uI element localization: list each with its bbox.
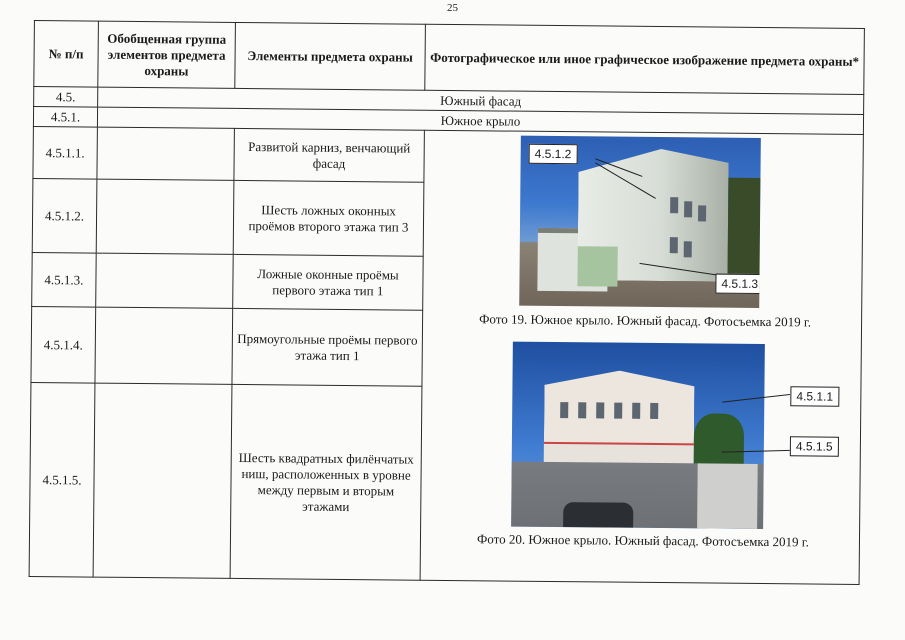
callout-4-5-1-2: 4.5.1.2 <box>529 144 578 164</box>
photo-cell <box>420 130 863 584</box>
row-element: Развитой карниз, венчающий фасад <box>234 128 424 182</box>
subsection-num: 4.5.1. <box>33 107 97 128</box>
row-element: Прямоугольные проёмы первого этажа тип 1 <box>232 308 423 386</box>
header-row <box>34 21 865 95</box>
section-num: 4.5. <box>34 87 98 108</box>
callout-4-5-1-5: 4.5.1.5 <box>790 436 839 456</box>
document-body <box>28 14 874 602</box>
row-element: Шесть квадратных филёнчатых ниш, расположенных в уровне между первым и вторым этажами <box>230 384 422 580</box>
header-image: Фотографическое или иное графическое изображение предмета охраны* <box>425 24 865 94</box>
row-group <box>96 179 234 254</box>
row-num: 4.5.1.3. <box>32 252 97 307</box>
row-group <box>96 253 234 308</box>
row-num: 4.5.1.2. <box>32 178 97 253</box>
photo-19-image <box>519 136 761 308</box>
row-group <box>95 307 233 384</box>
photo-19-caption: Фото 19. Южное крыло. Южный фасад. Фотосъемка 2019 г. <box>479 311 812 330</box>
row-element: Ложные оконные проёмы первого этажа тип 1 <box>233 254 424 310</box>
table-row <box>33 126 863 186</box>
photo-20-image <box>511 342 765 529</box>
photo-20-caption: Фото 20. Южное крыло. Южный фасад. Фотосъемка 2019 г. <box>476 531 809 550</box>
protection-table <box>29 20 865 585</box>
row-group <box>93 383 232 578</box>
callout-4-5-1-3: 4.5.1.3 <box>715 274 760 294</box>
page-number: 25 <box>447 2 458 14</box>
subsection-title: Южное крыло <box>97 107 863 134</box>
header-group: Обобщенная группа элементов предмета охраны <box>98 21 236 88</box>
row-group <box>97 127 234 180</box>
row-num: 4.5.1.5. <box>29 382 95 577</box>
section-title: Южный фасад <box>98 87 864 114</box>
callout-4-5-1-1: 4.5.1.1 <box>790 386 839 406</box>
row-num: 4.5.1.4. <box>31 306 96 383</box>
row-num: 4.5.1.1. <box>33 126 97 179</box>
header-elements: Элементы предмета охраны <box>235 22 426 90</box>
header-num: № п/п <box>34 21 99 88</box>
row-element: Шесть ложных оконных проёмов второго этажа тип 3 <box>233 180 424 256</box>
